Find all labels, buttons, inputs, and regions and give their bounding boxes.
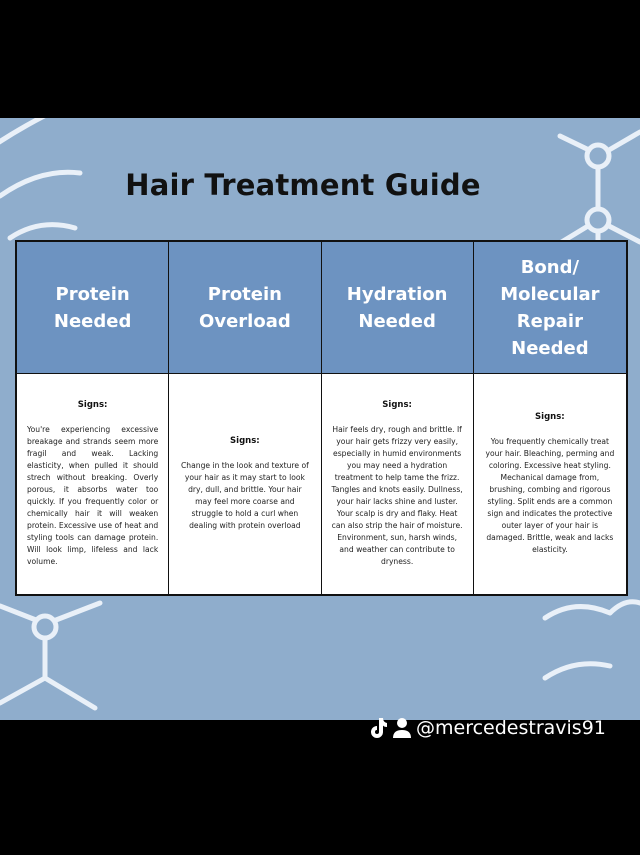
user-icon: [392, 717, 412, 739]
signs-text: You frequently chemically treat your hair. Bleaching, perming and coloring. Excessive heat styling. Mechanical damage from, brushing, combing and rigorous styling. Split ends are a common sign and indicates the protective outer layer of your hair is damaged. Brittle, weak and lacks elasticity.: [485, 437, 615, 554]
creator-handle: @mercedestravis91: [416, 717, 606, 739]
column-body-protein-needed: [17, 374, 169, 594]
signs-text: You're experiencing excessive breakage and strands seem more fragil and weak. Lacking elasticity, when pulled it should strech without breaking. Overly porous, it absorbs water too quickly. If you frequently color or chemically hair it will weaken protein. Excessive use of heat and styling tools can damage protein. Will look limp, lifeless and lack volume.: [27, 425, 159, 566]
page-title: Hair Treatment Guide: [125, 168, 481, 202]
signs-label: Signs:: [382, 400, 412, 410]
signs-label: Signs:: [535, 412, 565, 422]
column-body-bond-repair: [474, 374, 626, 594]
signs-text: Hair feels dry, rough and brittle. If your hair gets frizzy very easily, especially in humid environments you may need a hydration treatment to help tame the frizz. Tangles and knots easily. Dullness, your hair lacks shine and luster. Your scalp is dry and flaky. Heat can also strip the hair of moisture. Environment, sun, harsh winds, and weather can contribute to dryness.: [331, 425, 463, 566]
column-body-protein-overload: [169, 374, 321, 594]
tiktok-icon: [368, 717, 388, 739]
signs-label: Signs:: [230, 436, 260, 446]
column-body-hydration-needed: [322, 374, 474, 594]
column-header-hydration-needed: Hydration Needed: [322, 242, 474, 374]
treatment-table: [15, 240, 628, 596]
column-header-protein-needed: Protein Needed: [17, 242, 169, 374]
signs-text: Change in the look and texture of your hair as it may start to look dry, dull, and brittle. Your hair may feel more coarse and struggle to hold a curl when dealing with protein overload: [180, 461, 309, 530]
guide-card: [0, 118, 640, 720]
column-header-bond-repair: Bond/ Molecular Repair Needed: [474, 242, 626, 374]
creator-credit[interactable]: [368, 714, 606, 742]
column-header-protein-overload: Protein Overload: [169, 242, 321, 374]
signs-label: Signs:: [77, 400, 108, 410]
